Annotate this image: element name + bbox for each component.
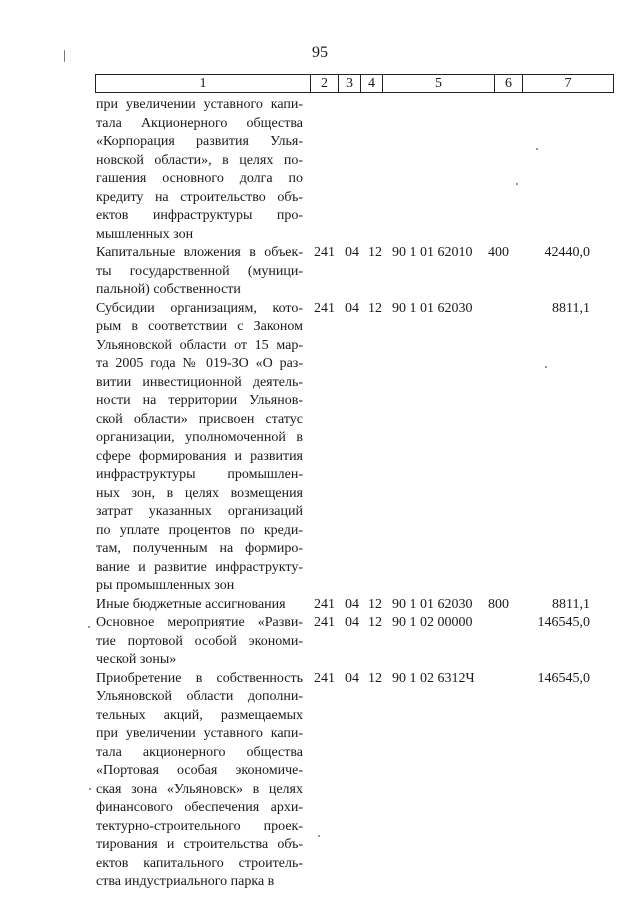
description-line: тие портовой особой экономи- [96,633,303,649]
column-header-2: 2 [311,75,339,93]
cell-amount: 146545,0 [537,670,590,686]
scan-speck [536,148,538,150]
column-header-row [96,75,614,93]
cell-subsection: 12 [368,245,382,260]
description-line: ства индустриального парка в [96,874,275,889]
description-line: вание и развитие инфраструкту- [96,559,303,575]
row-description [96,614,303,670]
cell-amount: 146545,0 [537,615,590,630]
description-line: Приобретение в собственность [96,670,303,686]
row-description [96,300,303,596]
scan-speck [88,626,90,628]
cell-amount: 8811,1 [552,596,590,612]
cell-subsection: 12 [368,615,382,630]
description-line: ных зон, в целях возмещения [96,485,303,501]
cell-ministry-code: 241 [314,596,335,612]
description-line: мышленных зон [96,226,194,242]
description-line: тектурно-строительного проек- [96,818,303,834]
column-header-7: 7 [523,75,614,93]
description-line: по уплате процентов по креди- [96,522,303,538]
description-line: тала акционерного общества [96,744,303,760]
description-line: «Корпорация развития Улья- [96,134,303,149]
cell-expense-type: 800 [488,596,509,612]
description-line: тала Акционерного общества [96,115,303,131]
page-number: 95 [312,44,328,61]
scan-speck [318,835,320,837]
cell-target-article: 90 1 01 62030 [392,300,473,316]
scan-mark [64,50,65,62]
description-line: Ульяновской области от 15 мар- [96,337,303,353]
description-line: Ульяновской области дополни- [96,689,303,704]
description-line: тельных акций, размещаемых [96,707,303,723]
description-line: ческой зоны» [96,652,177,667]
description-line: инфраструктуры промышлен- [96,467,303,482]
description-line: Основное мероприятие «Разви- [96,615,303,630]
description-line: там, полученным на формиро- [96,541,303,556]
cell-target-article: 90 1 02 00000 [392,615,473,630]
row-description [96,96,303,244]
row-description [96,244,303,300]
cell-subsection: 12 [368,596,382,612]
cell-target-article: 90 1 02 6312Ч [392,670,475,686]
description-line: организации, уполномоченной в [96,430,303,445]
description-line: финансового обеспечения архи- [96,800,303,815]
cell-target-article: 90 1 01 62030 [392,596,473,612]
description-line: ектов инфраструктуры про- [96,208,303,223]
cell-section: 04 [345,670,359,686]
description-line: Субсидии организациям, кото- [96,300,303,316]
cell-amount: 8811,1 [552,300,590,316]
cell-section: 04 [345,245,359,260]
description-line: «Портовая особая экономиче- [96,763,303,778]
cell-section: 04 [345,300,359,316]
description-line: рым в соответствии с Законом [96,319,303,334]
cell-target-article: 90 1 01 62010 [392,245,473,260]
cell-ministry-code: 241 [314,300,335,316]
scan-speck [545,366,547,368]
cell-subsection: 12 [368,670,382,686]
description-line: новской области», в целях по- [96,152,303,168]
row-description [96,670,303,892]
description-line: Иные бюджетные ассигнования [96,596,286,612]
cell-section: 04 [345,596,359,612]
table-row [0,596,640,615]
description-line: витии инвестиционной деятель- [96,374,303,390]
description-line: ектов капитального строитель- [96,855,303,871]
description-line: ты государственной (муници- [96,263,303,279]
column-header-table [95,74,614,93]
table-row [0,670,640,892]
cell-ministry-code: 241 [314,245,335,260]
table-row [0,300,640,596]
scan-speck [89,788,91,790]
column-header-3: 3 [339,75,361,93]
description-line: затрат указанных организаций [96,504,303,519]
description-line: при увеличении уставного капи- [96,97,303,112]
table-row [0,244,640,300]
cell-section: 04 [345,615,359,630]
description-line: Капитальные вложения в объек- [96,245,303,260]
description-line: ры промышленных зон [96,578,235,593]
cell-subsection: 12 [368,300,382,316]
description-line: кредиту на строительство объ- [96,189,303,205]
description-line: ская зона «Ульяновск» в целях [96,781,303,797]
column-header-5: 5 [383,75,495,93]
column-header-4: 4 [361,75,383,93]
scan-speck [516,183,518,185]
row-description [96,596,303,615]
description-line: пальной) собственности [96,282,241,297]
cell-expense-type: 400 [488,245,509,260]
description-line: сфере формирования и развития [96,448,303,464]
column-header-6: 6 [495,75,523,93]
cell-amount: 42440,0 [544,245,590,260]
column-header-1: 1 [96,75,311,93]
description-line: тирования и строительства объ- [96,837,303,852]
cell-ministry-code: 241 [314,670,335,686]
description-line: ности на территории Ульянов- [96,393,303,408]
description-line: та 2005 года № 019-ЗО «О раз- [96,356,303,371]
description-line: ской области» присвоен статус [96,411,303,427]
cell-ministry-code: 241 [314,615,335,630]
table-row [0,614,640,670]
description-line: при увеличении уставного капи- [96,726,303,741]
description-line: гашения основного долга по [96,171,303,186]
table-row [0,96,640,244]
